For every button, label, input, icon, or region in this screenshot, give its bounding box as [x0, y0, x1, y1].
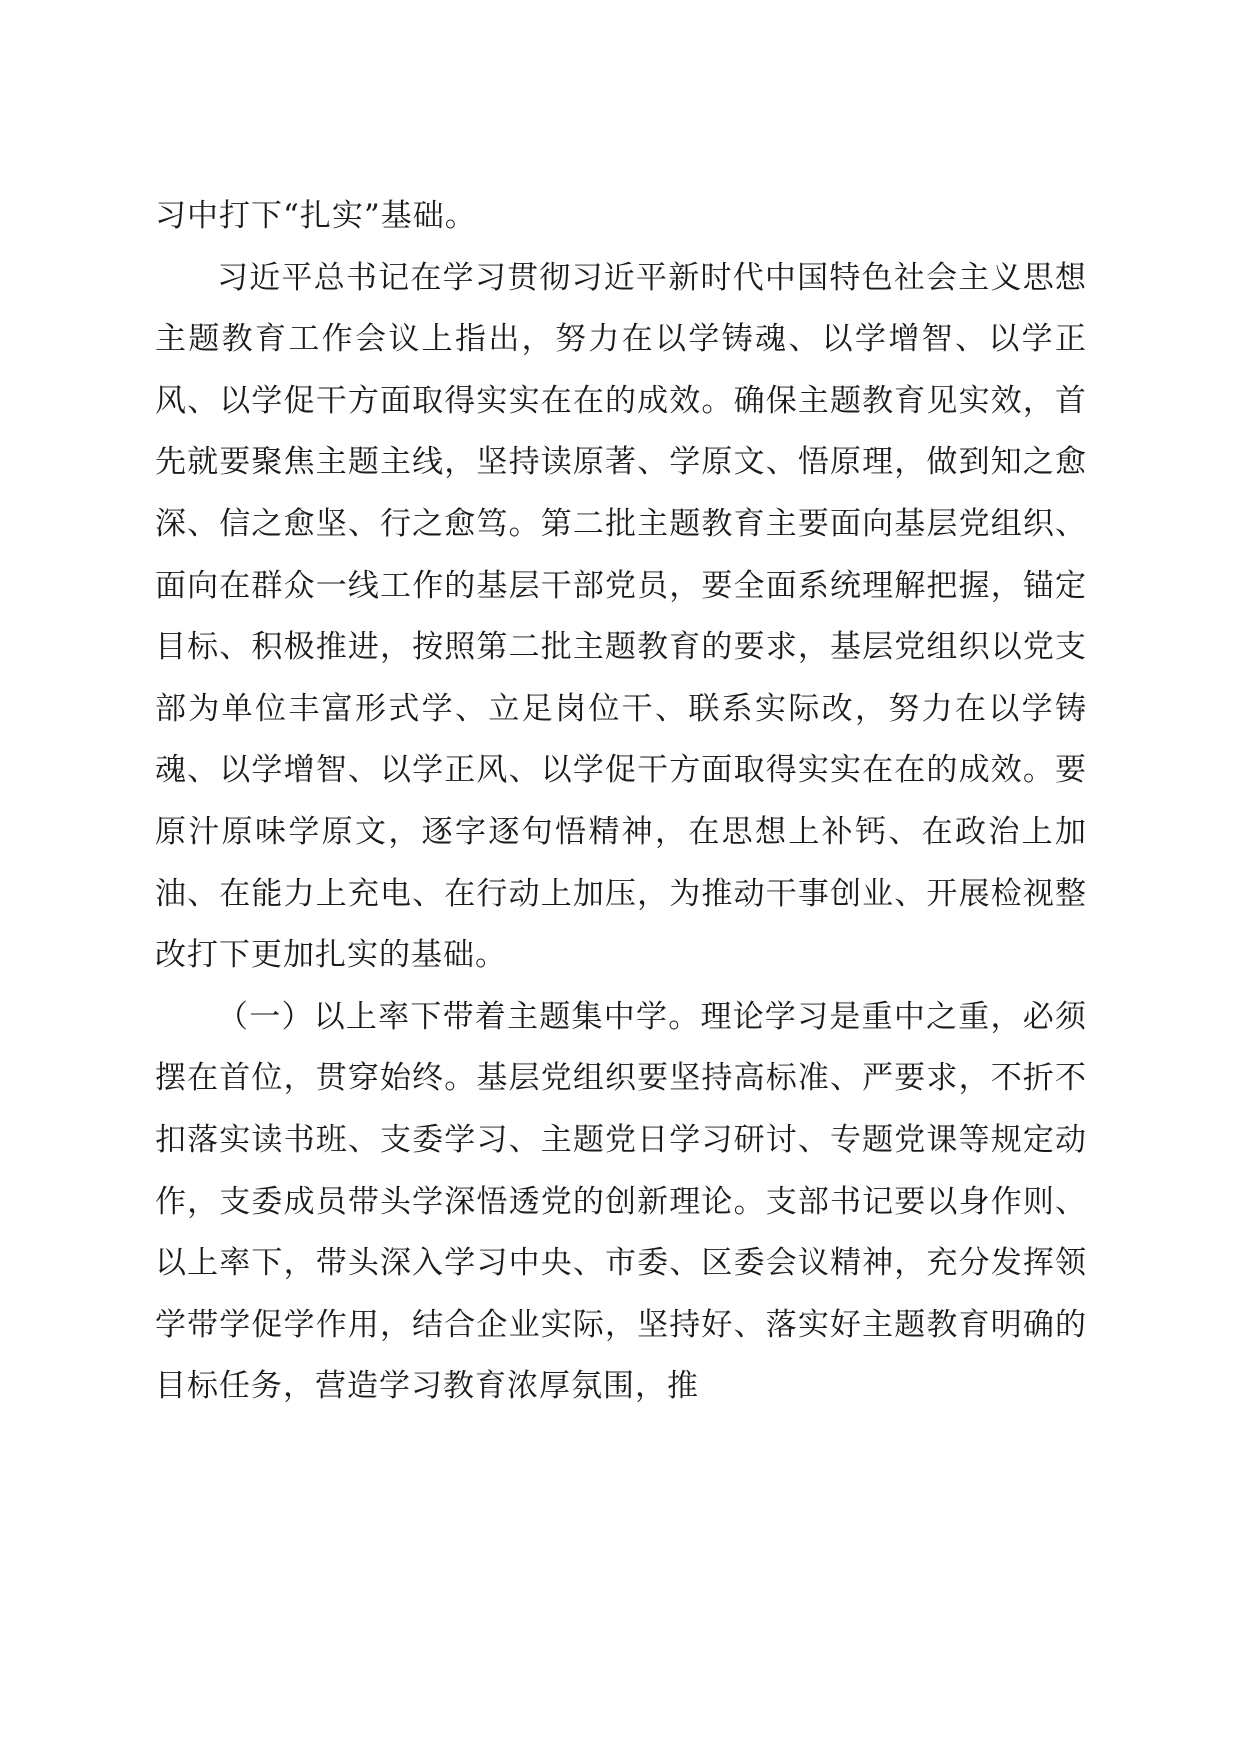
paragraph-study-instructions: 习近平总书记在学习贯彻习近平新时代中国特色社会主义思想主题教育工作会议上指出，努力在以学铸魂、以学增智、以学正风、以学促干方面取得实实在在的成效。确保主题教育见实效，首先就要聚焦主题主线，坚持读原著、学原文、悟原理，做到知之愈深、信之愈坚、行之愈笃。第二批主题教育主要面向基层党组织、面向在群众一线工作的基层干部党员，要全面系统理解把握，锚定目标、积极推进，按照第二批主题教育的要求，基层党组织以党支部为单位丰富形式学、立足岗位干、联系实际改，努力在以学铸魂、以学增智、以学正风、以学促干方面取得实实在在的成效。要原汁原味学原文，逐字逐句悟精神，在思想上补钙、在政治上加油、在能力上充电、在行动上加压，为推动干事创业、开展检视整改打下更加扎实的基础。: [155, 259, 1087, 974]
paragraph-continuation: 习中打下“扎实”基础。: [155, 198, 477, 234]
paragraph-section-one: （一）以上率下带着主题集中学。理论学习是重中之重，必须摆在首位，贯穿始终。基层党组织要坚持高标准、严要求，不折不扣落实读书班、支委学习、主题党日学习研讨、专题党课等规定动作，支委成员带头学深悟透党的创新理论。支部书记要以身作则、以上率下，带头深入学习中央、市委、区委会议精神，充分发挥领学带学促学作用，结合企业实际，坚持好、落实好主题教育明确的目标任务，营造学习教育浓厚氛围，推: [155, 998, 1087, 1405]
document-body: [155, 186, 1087, 1418]
